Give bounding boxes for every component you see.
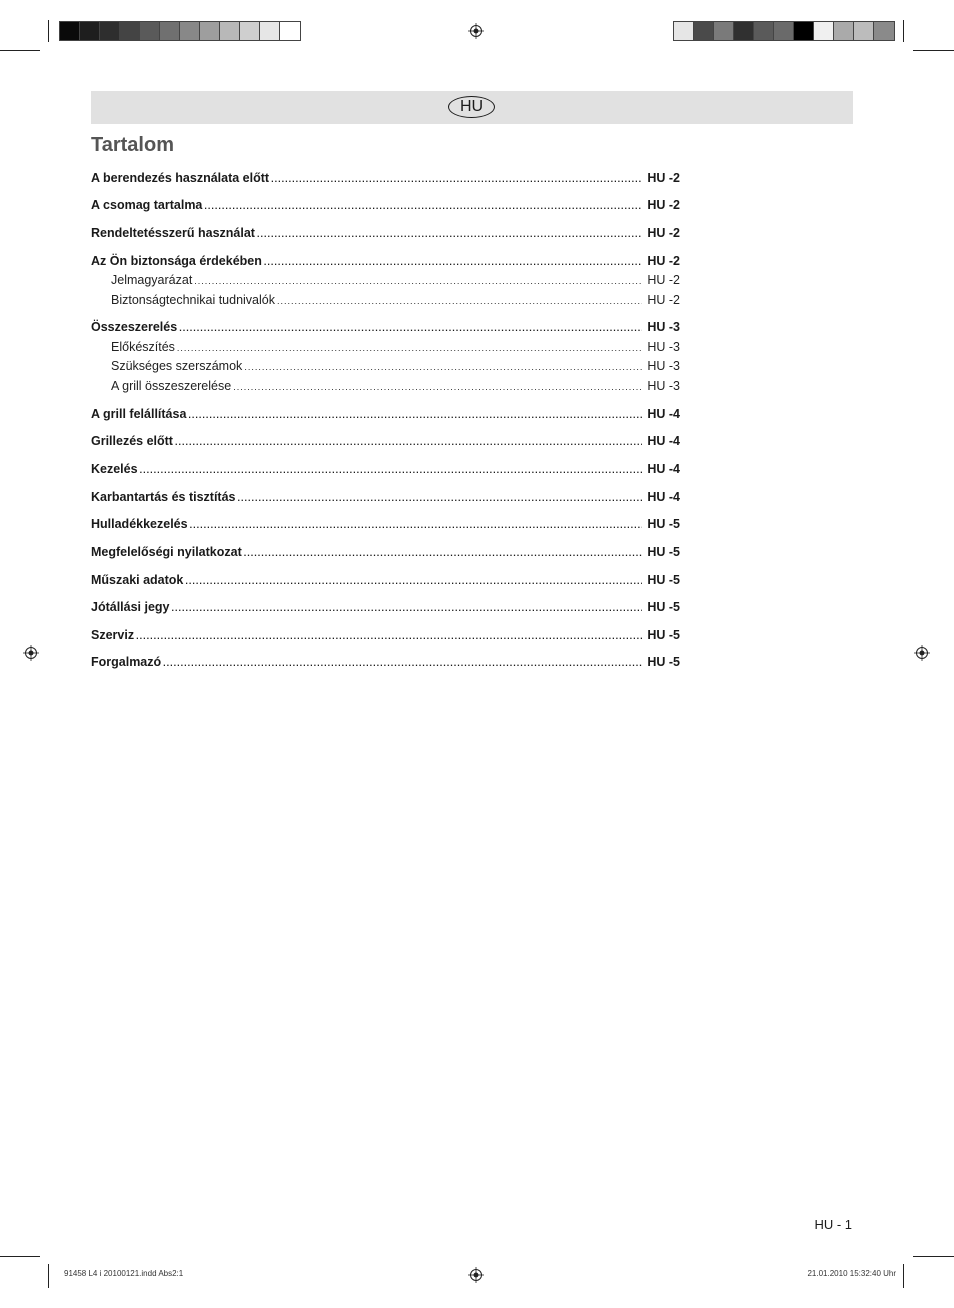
color-bar-left: [59, 21, 301, 41]
toc-entry-title: A grill felállítása: [91, 407, 187, 421]
toc-dot-leader: [244, 358, 642, 376]
file-slug: 91458 L4 i 20100121.indd Abs2:1: [64, 1269, 184, 1278]
color-swatch: [854, 22, 874, 40]
toc-entry: [91, 169, 680, 187]
color-swatch: [240, 22, 260, 40]
toc-entry: [91, 626, 680, 644]
toc-entry: [91, 318, 680, 336]
toc-dot-leader: [257, 225, 642, 243]
crop-mark: [903, 20, 904, 42]
toc-entry-title: Az Ön biztonsága érdekében: [91, 254, 262, 268]
color-swatch: [180, 22, 200, 40]
color-swatch: [220, 22, 240, 40]
toc-entry-title: Kezelés: [91, 462, 138, 476]
color-swatch: [160, 22, 180, 40]
toc-dot-leader: [244, 544, 642, 562]
toc-entry-title: Jelmagyarázat: [111, 273, 193, 287]
toc-entry-page: HU -5: [647, 517, 680, 531]
toc-entry-title: Összeszerelés: [91, 320, 178, 334]
toc-entry-page: HU -2: [647, 254, 680, 268]
toc-entry-title: Forgalmazó: [91, 655, 162, 669]
registration-mark-icon: [468, 23, 484, 39]
toc-entry: [91, 653, 680, 671]
toc-entry-page: HU -5: [647, 573, 680, 587]
color-swatch: [674, 22, 694, 40]
toc-entry-page: HU -2: [647, 171, 680, 185]
color-swatch: [200, 22, 220, 40]
toc-dot-leader: [188, 406, 642, 424]
toc-entry: [91, 571, 680, 589]
toc-dot-leader: [140, 461, 642, 479]
toc-dot-leader: [277, 292, 642, 310]
toc-dot-leader: [204, 197, 642, 215]
color-swatch: [60, 22, 80, 40]
crop-mark: [0, 50, 40, 51]
color-swatch: [814, 22, 834, 40]
toc-entry: [111, 377, 680, 395]
toc-entry-page: HU -5: [647, 600, 680, 614]
page-number: HU - 1: [814, 1217, 852, 1232]
color-swatch: [874, 22, 894, 40]
toc-entry: [91, 432, 680, 450]
toc-entry-page: HU -3: [647, 379, 680, 393]
color-swatch: [754, 22, 774, 40]
toc-entry-title: Biztonságtechnikai tudnivalók: [111, 293, 275, 307]
toc-entry: [91, 252, 680, 270]
color-swatch: [694, 22, 714, 40]
registration-mark-icon: [914, 645, 930, 661]
color-swatch: [80, 22, 100, 40]
toc-dot-leader: [238, 489, 642, 507]
toc-dot-leader: [264, 253, 642, 271]
toc-dot-leader: [136, 627, 642, 645]
toc-entry: [111, 291, 680, 309]
toc-entry-page: HU -4: [647, 462, 680, 476]
registration-mark-icon: [468, 1267, 484, 1283]
toc-entry-page: HU -2: [647, 293, 680, 307]
color-bar-right: [673, 21, 895, 41]
language-badge: HU: [448, 96, 495, 118]
toc-entry-title: A grill összeszerelése: [111, 379, 232, 393]
crop-mark: [913, 50, 954, 51]
color-swatch: [774, 22, 794, 40]
color-swatch: [280, 22, 300, 40]
toc-entry: [91, 196, 680, 214]
toc-entry-page: HU -4: [647, 407, 680, 421]
toc-entry-title: Karbantartás és tisztítás: [91, 490, 236, 504]
toc-entry-title: Grillezés előtt: [91, 434, 173, 448]
toc-dot-leader: [271, 170, 642, 188]
toc-dot-leader: [233, 378, 642, 396]
toc-entry: [91, 543, 680, 561]
toc-entry: [91, 598, 680, 616]
color-swatch: [100, 22, 120, 40]
toc-entry-title: Megfelelőségi nyilatkozat: [91, 545, 242, 559]
color-swatch: [794, 22, 814, 40]
color-swatch: [734, 22, 754, 40]
toc-entry-title: Jótállási jegy: [91, 600, 170, 614]
toc-dot-leader: [194, 272, 642, 290]
toc-dot-leader: [185, 572, 642, 590]
toc-dot-leader: [177, 339, 642, 357]
color-swatch: [120, 22, 140, 40]
toc-dot-leader: [163, 654, 642, 672]
toc-entry: [91, 224, 680, 242]
toc-entry: [91, 460, 680, 478]
toc-entry: [111, 271, 680, 289]
toc-entry-page: HU -3: [647, 359, 680, 373]
toc-entry-title: Hulladékkezelés: [91, 517, 188, 531]
toc-entry-title: A berendezés használata előtt: [91, 171, 270, 185]
color-swatch: [260, 22, 280, 40]
color-swatch: [714, 22, 734, 40]
color-swatch: [140, 22, 160, 40]
crop-mark: [913, 1256, 954, 1257]
toc-entry: [91, 488, 680, 506]
toc-entry-title: Rendeltetésszerű használat: [91, 226, 255, 240]
toc-entry-title: Előkészítés: [111, 340, 175, 354]
toc-entry-title: Szerviz: [91, 628, 135, 642]
toc-dot-leader: [190, 516, 642, 534]
toc-entry-page: HU -3: [647, 340, 680, 354]
crop-mark: [0, 1256, 40, 1257]
toc-dot-leader: [172, 599, 642, 617]
registration-mark-icon: [23, 645, 39, 661]
toc-entry: [91, 515, 680, 533]
toc-entry: [111, 338, 680, 356]
toc-entry-page: HU -3: [647, 320, 680, 334]
toc-entry-title: A csomag tartalma: [91, 198, 203, 212]
toc-entry-page: HU -2: [647, 198, 680, 212]
toc-entry-title: Műszaki adatok: [91, 573, 184, 587]
toc-entry-page: HU -2: [647, 273, 680, 287]
print-timestamp: 21.01.2010 15:32:40 Uhr: [807, 1269, 896, 1278]
crop-mark: [48, 20, 49, 42]
crop-mark: [48, 1264, 49, 1288]
toc-entry-page: HU -2: [647, 226, 680, 240]
toc-entry-page: HU -5: [647, 655, 680, 669]
toc-entry-page: HU -4: [647, 434, 680, 448]
toc-dot-leader: [175, 433, 642, 451]
toc-dot-leader: [179, 319, 642, 337]
page-title: Tartalom: [91, 134, 174, 156]
toc-entry-page: HU -4: [647, 490, 680, 504]
toc-entry-page: HU -5: [647, 628, 680, 642]
toc-entry: [111, 357, 680, 375]
toc-entry-title: Szükséges szerszámok: [111, 359, 243, 373]
toc-entry-page: HU -5: [647, 545, 680, 559]
color-swatch: [834, 22, 854, 40]
crop-mark: [903, 1264, 904, 1288]
toc-entry: [91, 405, 680, 423]
